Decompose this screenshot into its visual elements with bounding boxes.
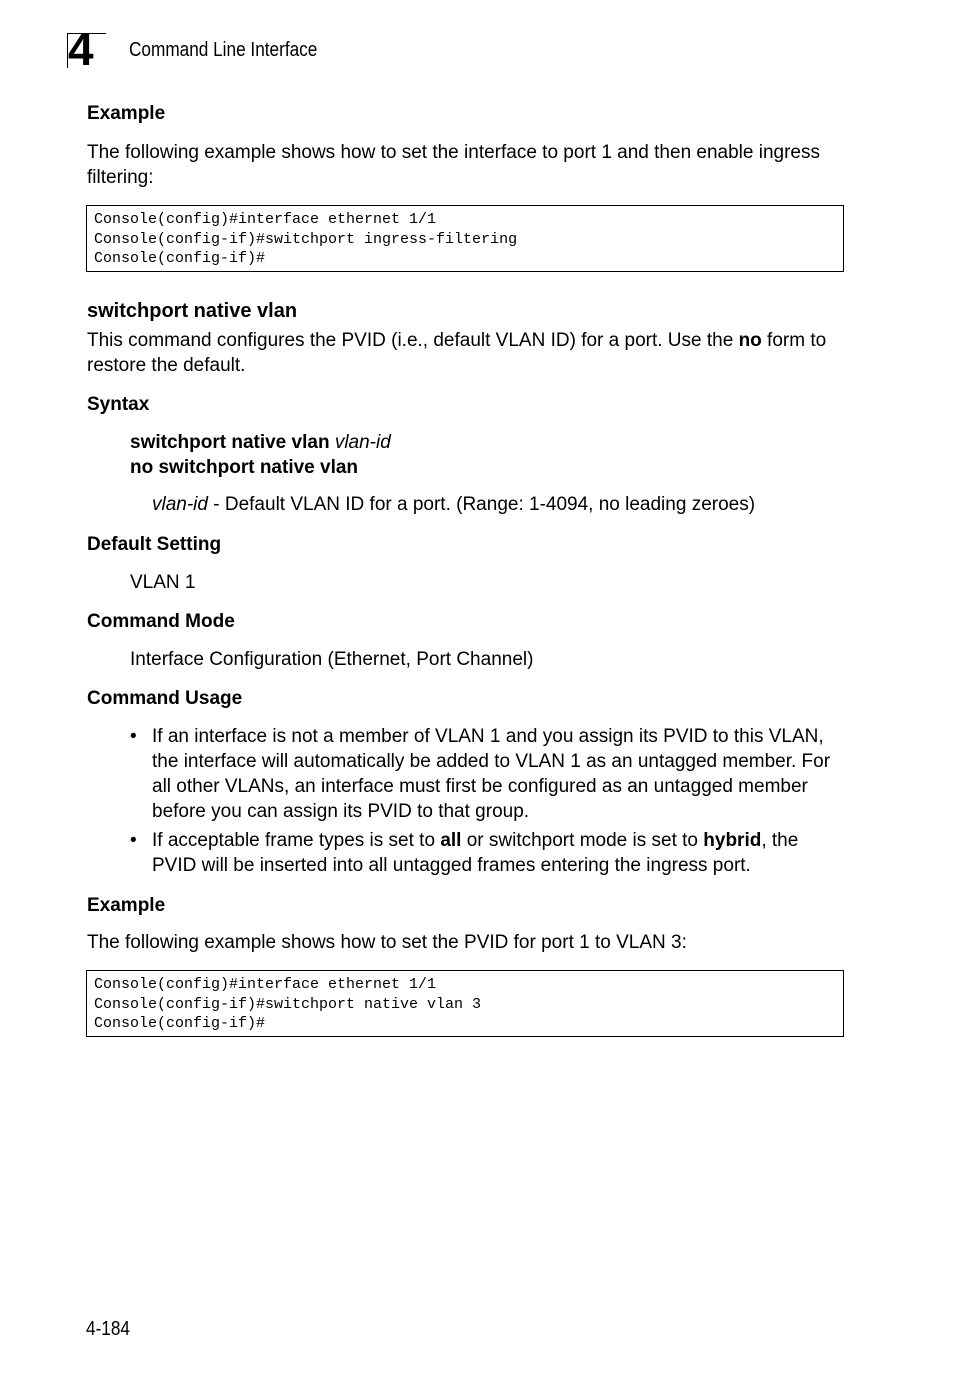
param-desc: - Default VLAN ID for a port. (Range: 1-4094, no leading zeroes)	[207, 494, 756, 515]
desc-text-after: form to restore the default.	[87, 330, 827, 376]
param-name: vlan-id	[152, 494, 208, 515]
bullet-text-part: , the PVID will be inserted into all untagged frames entering the ingress port.	[152, 830, 799, 876]
command-mode-value: Interface Configuration (Ethernet, Port Channel)	[130, 649, 534, 670]
syntax-param: vlan-id	[334, 432, 391, 453]
command-title: switchport native vlan	[87, 300, 298, 322]
bullet-text-part: If acceptable frame types is set to	[152, 830, 441, 851]
default-setting-heading: Default Setting	[87, 534, 222, 555]
default-setting-value: VLAN 1	[130, 572, 196, 593]
bullet-bold-all: all	[440, 830, 462, 851]
code-line: Console(config-if)#	[94, 250, 266, 267]
example1-text: The following example shows how to set the interface to port 1 and then enable ingress filtering:	[87, 142, 820, 188]
param-description	[152, 492, 755, 517]
command-description	[87, 328, 827, 378]
code-line: Console(config)#interface ethernet 1/1	[94, 976, 437, 993]
code-line: Console(config)#interface ethernet 1/1	[94, 211, 437, 228]
syntax-line-2	[130, 455, 358, 480]
code-line: Console(config-if)#switchport ingress-filtering	[94, 230, 518, 248]
example1-code-block	[86, 205, 844, 272]
example2-code-block	[86, 970, 844, 1037]
code-line: Console(config-if)#switchport native vlan 3	[94, 995, 482, 1013]
running-title: Command Line Interface	[129, 39, 318, 61]
syntax-cmd: switchport native vlan	[130, 432, 330, 453]
bullet-icon: •	[130, 726, 137, 747]
syntax-line-1	[130, 430, 391, 455]
bullet-text: If an interface is not a member of VLAN 1 and you assign its PVID to this VLAN, the interface will automatically be added to VLAN 1 as an untagged member. For all other VLANs, an interface must first be configured as an untagged member before you can assign its PVID to that group.	[152, 726, 831, 822]
page-number: 4-184	[86, 1318, 130, 1340]
bullet-icon: •	[130, 830, 137, 851]
syntax-heading: Syntax	[87, 394, 150, 415]
command-mode-heading: Command Mode	[87, 611, 235, 632]
chapter-number: 4	[68, 23, 93, 75]
desc-text: This command configures the PVID (i.e., default VLAN ID) for a port. Use the	[87, 330, 739, 351]
bullet-bold-hybrid: hybrid	[703, 830, 762, 851]
desc-bold: no	[738, 330, 762, 351]
example1-heading: Example	[87, 103, 166, 124]
example2-text: The following example shows how to set the PVID for port 1 to VLAN 3:	[87, 932, 687, 953]
example2-heading: Example	[87, 895, 166, 916]
bullet-text-part: or switchport mode is set to	[461, 830, 704, 851]
bullet-text	[152, 828, 847, 878]
syntax-no-cmd: no switchport native vlan	[130, 457, 359, 478]
code-line: Console(config-if)#	[94, 1015, 266, 1032]
command-usage-heading: Command Usage	[87, 688, 243, 709]
